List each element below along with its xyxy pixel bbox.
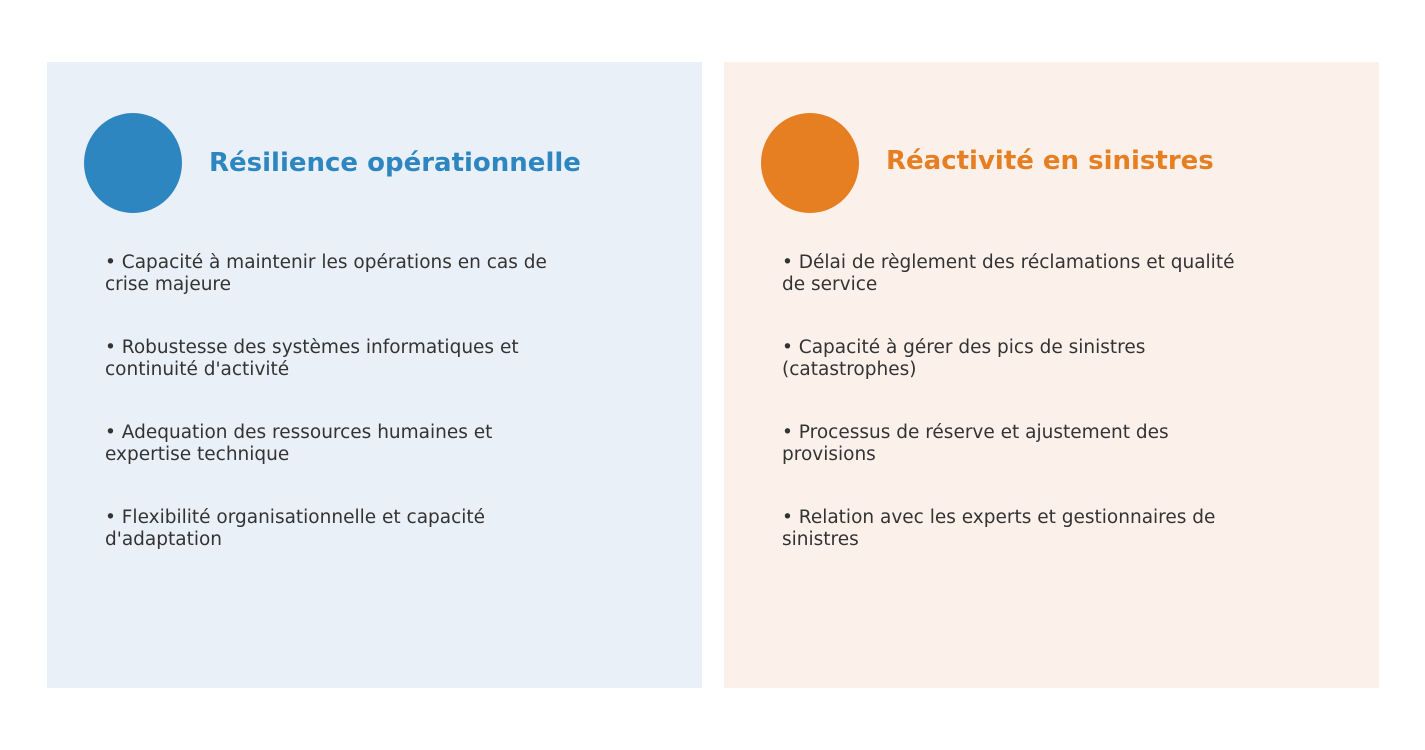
circle-icon [761,113,859,213]
bullet-list [105,252,565,592]
list-item: • Adequation des ressources humaines et expertise technique [105,422,493,465]
list-item: • Délai de règlement des réclamations et qualité de service [782,252,1235,295]
list-item: • Capacité à gérer des pics de sinistres (catastrophes) [782,337,1146,380]
bullet-list [782,252,1242,592]
list-item: • Relation avec les experts et gestionnaires de sinistres [782,507,1216,550]
panel-title: Résilience opérationnelle [209,148,581,178]
list-item: • Robustesse des systèmes informatiques et continuité d'activité [105,337,519,380]
panel-claims-reactivity [724,62,1379,688]
panel-title: Réactivité en sinistres [886,146,1214,176]
list-item: • Flexibilité organisationnelle et capacité d'adaptation [105,507,486,550]
list-item: • Processus de réserve et ajustement des provisions [782,422,1169,465]
circle-icon [84,113,182,213]
panel-operational-resilience [47,62,702,688]
list-item: • Capacité à maintenir les opérations en cas de crise majeure [105,252,547,295]
